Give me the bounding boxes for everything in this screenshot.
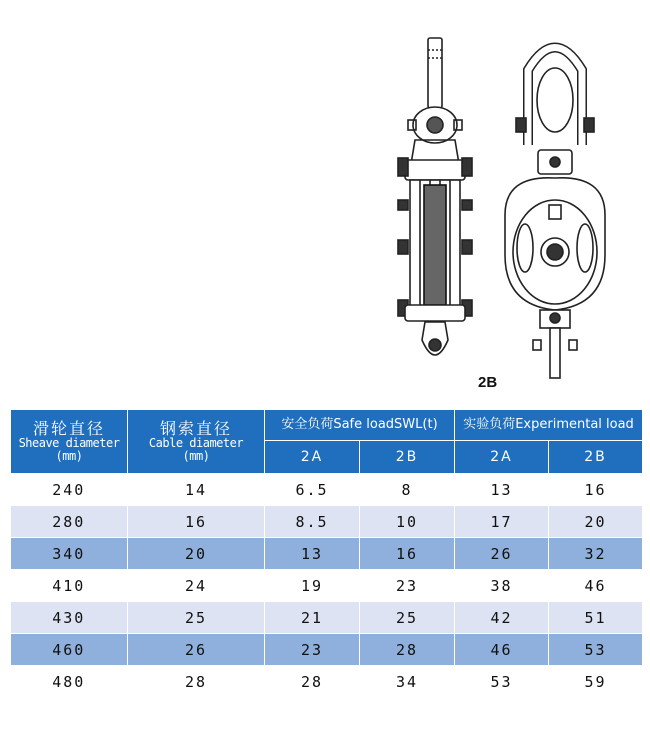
cell-sheave: 430 [11, 602, 128, 634]
cell-sheave: 280 [11, 506, 128, 538]
cell-swl-2b: 8 [360, 474, 455, 506]
header-safe-load: 安全负荷Safe loadSWL(t) [265, 410, 455, 441]
cell-swl-2a: 21 [265, 602, 360, 634]
cell-swl-2b: 10 [360, 506, 455, 538]
table-body [11, 474, 643, 698]
header-cable-en: Cable diameter [148, 436, 244, 451]
cell-sheave: 460 [11, 634, 128, 666]
cell-swl-2a: 13 [265, 538, 360, 570]
table-row [11, 570, 643, 602]
cell-exp-2b: 46 [549, 570, 643, 602]
pulley-2b-drawing [505, 48, 605, 379]
table-row [11, 602, 643, 634]
header-experimental-load: 实验负荷Experimental load [455, 410, 643, 441]
cell-cable: 25 [128, 602, 265, 634]
cell-exp-2b: 59 [549, 666, 643, 698]
cell-sheave: 340 [11, 538, 128, 570]
cell-sheave: 480 [11, 666, 128, 698]
cell-sheave: 240 [11, 474, 128, 506]
cell-cable: 16 [128, 506, 265, 538]
cell-exp-2a: 53 [455, 666, 549, 698]
cell-exp-2b: 53 [549, 634, 643, 666]
cell-cable: 20 [128, 538, 265, 570]
cell-exp-2a: 13 [455, 474, 549, 506]
header-sheave-zh: 滑轮直径 [32, 418, 105, 438]
table-header [11, 410, 643, 474]
cell-swl-2a: 19 [265, 570, 360, 602]
cell-swl-2a: 28 [265, 666, 360, 698]
cell-swl-2b: 34 [360, 666, 455, 698]
specification-table [10, 409, 643, 698]
header-sheave-en: Sheave diameter [18, 436, 120, 451]
header-swl-2b: 2B [360, 441, 455, 474]
cell-swl-2a: 8.5 [265, 506, 360, 538]
cell-swl-2b: 23 [360, 570, 455, 602]
table-row [11, 538, 643, 570]
cell-swl-2b: 28 [360, 634, 455, 666]
header-cable-zh: 钢索直径 [159, 418, 232, 438]
cell-cable: 28 [128, 666, 265, 698]
cell-cable: 26 [128, 634, 265, 666]
table-row [11, 474, 643, 506]
cell-exp-2b: 20 [549, 506, 643, 538]
cell-exp-2a: 46 [455, 634, 549, 666]
cell-cable: 14 [128, 474, 265, 506]
cell-sheave: 410 [11, 570, 128, 602]
cell-exp-2a: 26 [455, 538, 549, 570]
cell-exp-2a: 17 [455, 506, 549, 538]
cell-swl-2a: 23 [265, 634, 360, 666]
header-sheave-unit: (mm) [55, 448, 83, 463]
header-exp-2b: 2B [549, 441, 643, 474]
cell-swl-2b: 16 [360, 538, 455, 570]
header-cable-diameter [128, 410, 265, 474]
cell-exp-2a: 42 [455, 602, 549, 634]
cell-swl-2a: 6.5 [265, 474, 360, 506]
cell-cable: 24 [128, 570, 265, 602]
header-cable-unit: (mm) [182, 448, 210, 463]
table-row [11, 506, 643, 538]
cell-swl-2b: 25 [360, 602, 455, 634]
header-swl-2a: 2A [265, 441, 360, 474]
header-sheave-diameter [11, 410, 128, 474]
table-row [11, 634, 643, 666]
cell-exp-2b: 16 [549, 474, 643, 506]
cell-exp-2b: 51 [549, 602, 643, 634]
cell-exp-2a: 38 [455, 570, 549, 602]
table-row [11, 666, 643, 698]
figure-label-2b: 2B [478, 374, 498, 391]
header-exp-2a: 2A [455, 441, 549, 474]
cell-exp-2b: 32 [549, 538, 643, 570]
pulley-2a-drawing [398, 38, 472, 355]
